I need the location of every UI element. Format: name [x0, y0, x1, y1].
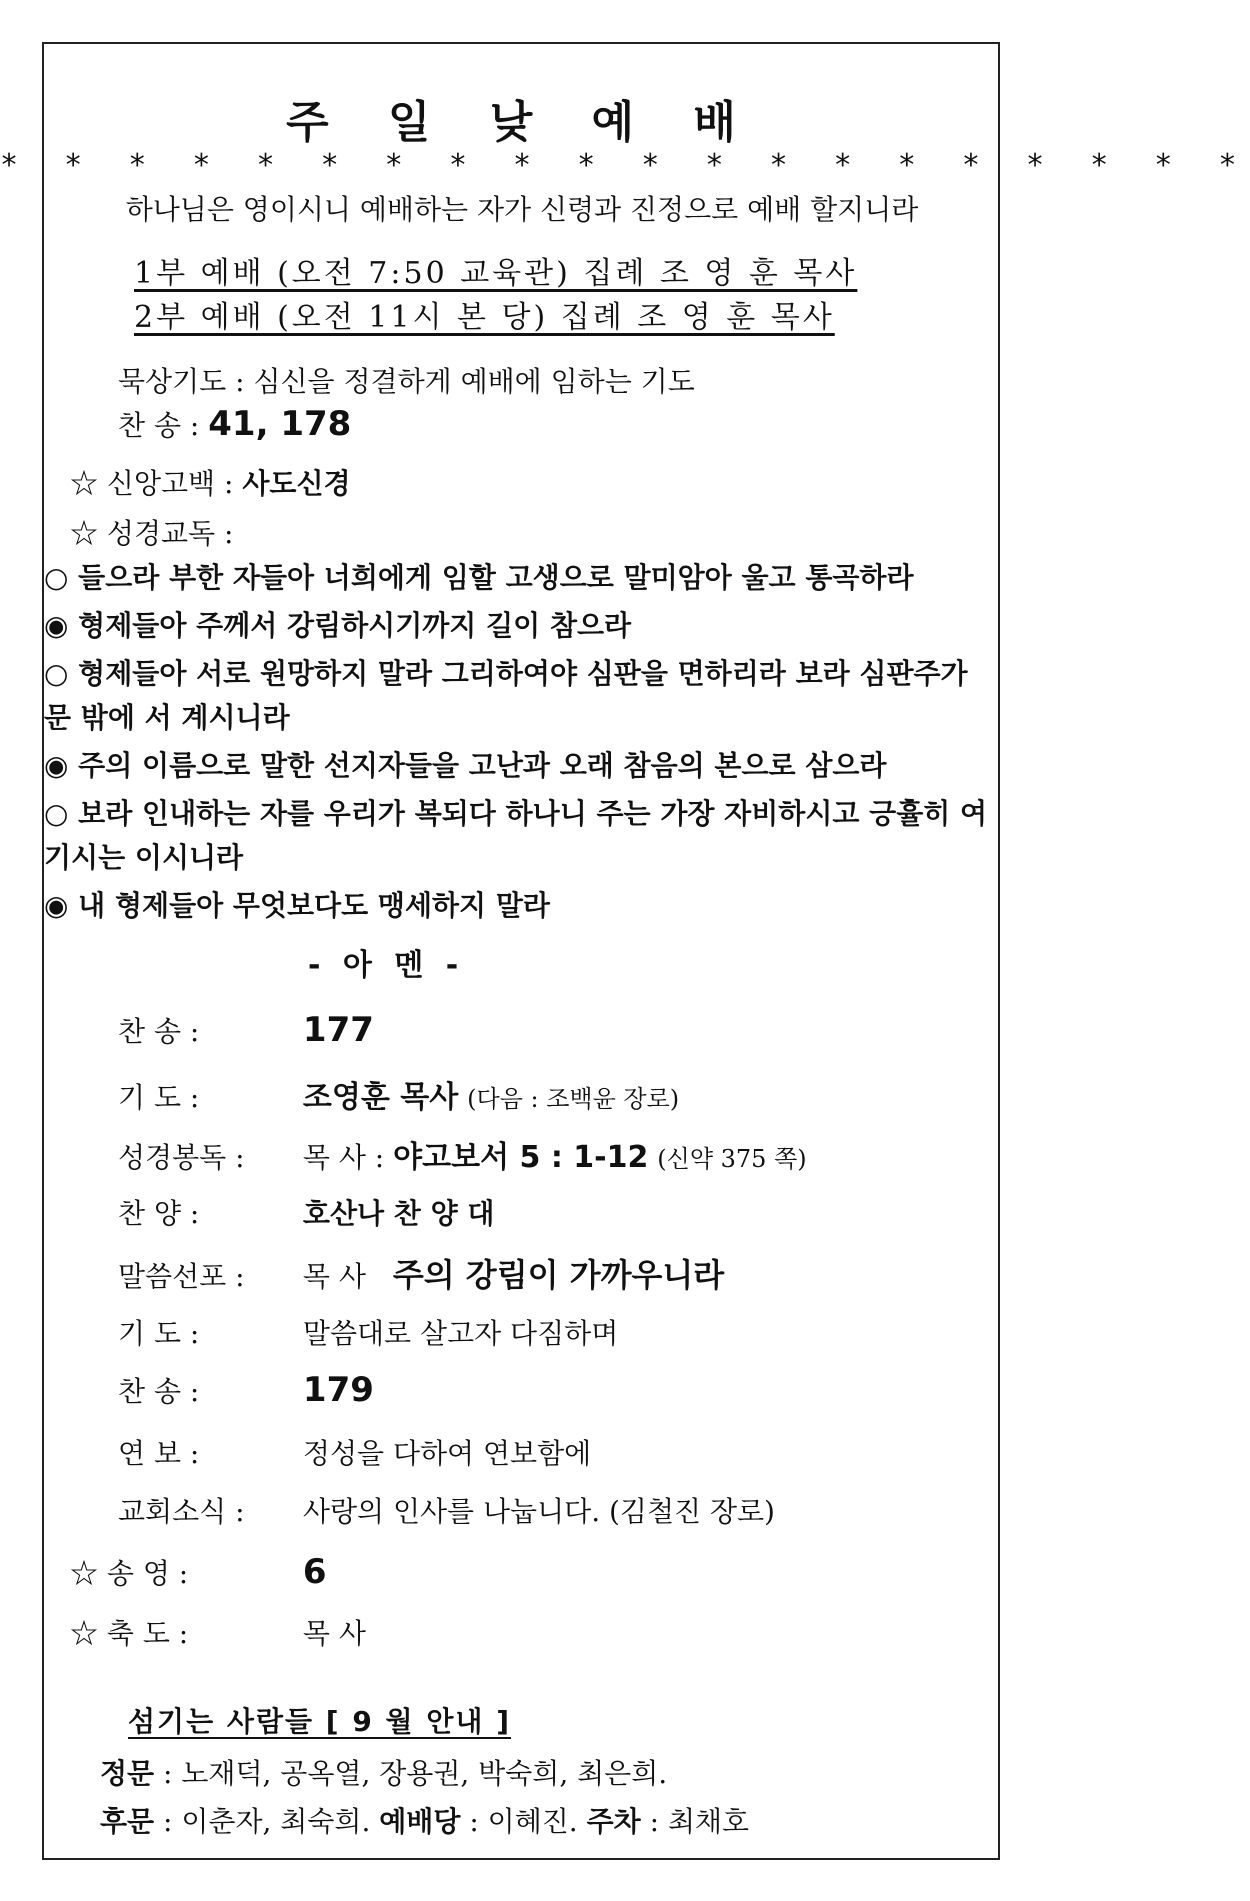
silent-prayer-row — [118, 360, 695, 400]
ushers-hall-label: 예배당 — [379, 1805, 461, 1838]
closing-benediction — [70, 1612, 366, 1652]
order-prayer — [118, 1072, 679, 1116]
order-value: 호산나 찬 양 대 — [302, 1197, 495, 1230]
closing-value: 6 — [302, 1552, 327, 1592]
ushers-heading: 섬기는 사람들 [ 9 월 안내 ] — [128, 1705, 511, 1738]
order-text: 말씀대로 살고자 다짐하며 — [302, 1317, 619, 1350]
order-hymn-177 — [118, 1010, 374, 1050]
reading-3: ○ 형제들아 서로 원망하지 말라 그리하여야 심판을 면하리라 보라 심판주가 문 밖에 서 계시니라 — [44, 657, 968, 734]
ushers-parking-names: : 최채호 — [649, 1805, 750, 1838]
closing-label: ☆ 축 도 : — [70, 1617, 189, 1650]
order-label: 찬 양 : — [118, 1197, 200, 1230]
ushers-back-names: : 이춘자, 최숙희. — [163, 1805, 371, 1838]
order-label: 찬 송 : — [118, 1015, 200, 1048]
reading-label-row: ☆ 성경교독 : — [70, 517, 234, 550]
order-value: 야고보서 5 : 1-12 — [393, 1140, 649, 1175]
order-label: 연 보 : — [118, 1437, 200, 1470]
hymn-row-1 — [118, 404, 351, 444]
reading-5: ○ 보라 인내하는 자를 우리가 복되다 하나니 주는 가장 자비하시고 긍휼히 여기시는 이시니라 — [44, 797, 988, 874]
order-extra: (다음 : 조백윤 장로) — [467, 1085, 680, 1113]
reading-4: ◉ 주의 이름으로 말한 선지자들을 고난과 오래 참음의 본으로 삼으라 — [44, 749, 887, 782]
reading-1: ○ 들으라 부한 자들아 너희에게 임할 고생으로 말미암아 울고 통곡하라 — [44, 561, 914, 594]
closing-doxology — [70, 1552, 327, 1592]
service-1: 1부 예배 (오전 7:50 교육관) 집례 조 영 훈 목사 — [134, 256, 858, 291]
order-text: 사랑의 인사를 나눕니다. (김철진 장로) — [302, 1495, 775, 1528]
ushers-front-names: : 노재덕, 공옥열, 장용권, 박숙희, 최은희. — [163, 1757, 668, 1790]
order-label: 기 도 : — [118, 1317, 200, 1350]
order-sermon — [118, 1250, 724, 1296]
order-text: 정성을 다하여 연보함에 — [302, 1437, 592, 1470]
order-label: 기 도 : — [118, 1081, 200, 1114]
order-prefix: 목 사 — [302, 1260, 366, 1293]
ushers-back-row — [100, 1800, 749, 1840]
creed-label: ☆ 신앙고백 : — [70, 467, 234, 500]
order-label: 찬 송 : — [118, 1375, 200, 1408]
ushers-back-label: 후문 — [100, 1805, 155, 1838]
order-prefix: 목 사 : — [302, 1141, 385, 1174]
reading-2: ◉ 형제들아 주께서 강림하시기까지 길이 참으라 — [44, 609, 632, 642]
ushers-front-row — [100, 1752, 667, 1792]
order-news — [118, 1490, 775, 1530]
order-value: 조영훈 목사 — [302, 1080, 459, 1115]
order-value: 177 — [302, 1010, 374, 1050]
creed-row — [70, 462, 351, 502]
silent-prayer-text: 심신을 정결하게 예배에 임하는 기도 — [253, 365, 695, 398]
service-2: 2부 예배 (오전 11시 본 당) 집례 조 영 훈 목사 — [134, 300, 835, 335]
reading-6: ◉ 내 형제들아 무엇보다도 맹세하지 말라 — [44, 889, 550, 922]
motto: 하나님은 영이시니 예배하는 자가 신령과 진정으로 예배 할지니라 — [125, 193, 919, 226]
order-offering — [118, 1432, 591, 1472]
order-choir — [118, 1192, 494, 1232]
page-title: 주 일 낮 예 배 — [286, 97, 758, 148]
order-label: 성경봉독 : — [118, 1141, 245, 1174]
silent-prayer-label: 묵상기도 : — [118, 365, 245, 398]
order-scripture — [118, 1132, 807, 1176]
order-label: 말씀선포 : — [118, 1260, 245, 1293]
closing-text: 목 사 — [302, 1617, 366, 1650]
ushers-hall-names: : 이혜진. — [469, 1805, 578, 1838]
amen: - 아 멘 - — [308, 948, 465, 983]
creed-value: 사도신경 — [242, 467, 351, 500]
hymn-label: 찬 송 : — [118, 409, 200, 442]
order-label: 교회소식 : — [118, 1495, 245, 1528]
hymn-value: 41, 178 — [208, 404, 352, 444]
order-value: 주의 강림이 가까우니라 — [392, 1256, 725, 1294]
order-closing-prayer — [118, 1312, 618, 1352]
star-divider: * * * * * * * * * * * * * * * * * * * * — [0, 148, 1250, 183]
ushers-front-label: 정문 — [100, 1757, 155, 1790]
ushers-parking-label: 주차 — [586, 1805, 641, 1838]
order-extra: (신약 375 쪽) — [657, 1145, 807, 1173]
order-hymn-179 — [118, 1370, 374, 1410]
closing-label: ☆ 송 영 : — [70, 1557, 189, 1590]
order-value: 179 — [302, 1370, 374, 1410]
